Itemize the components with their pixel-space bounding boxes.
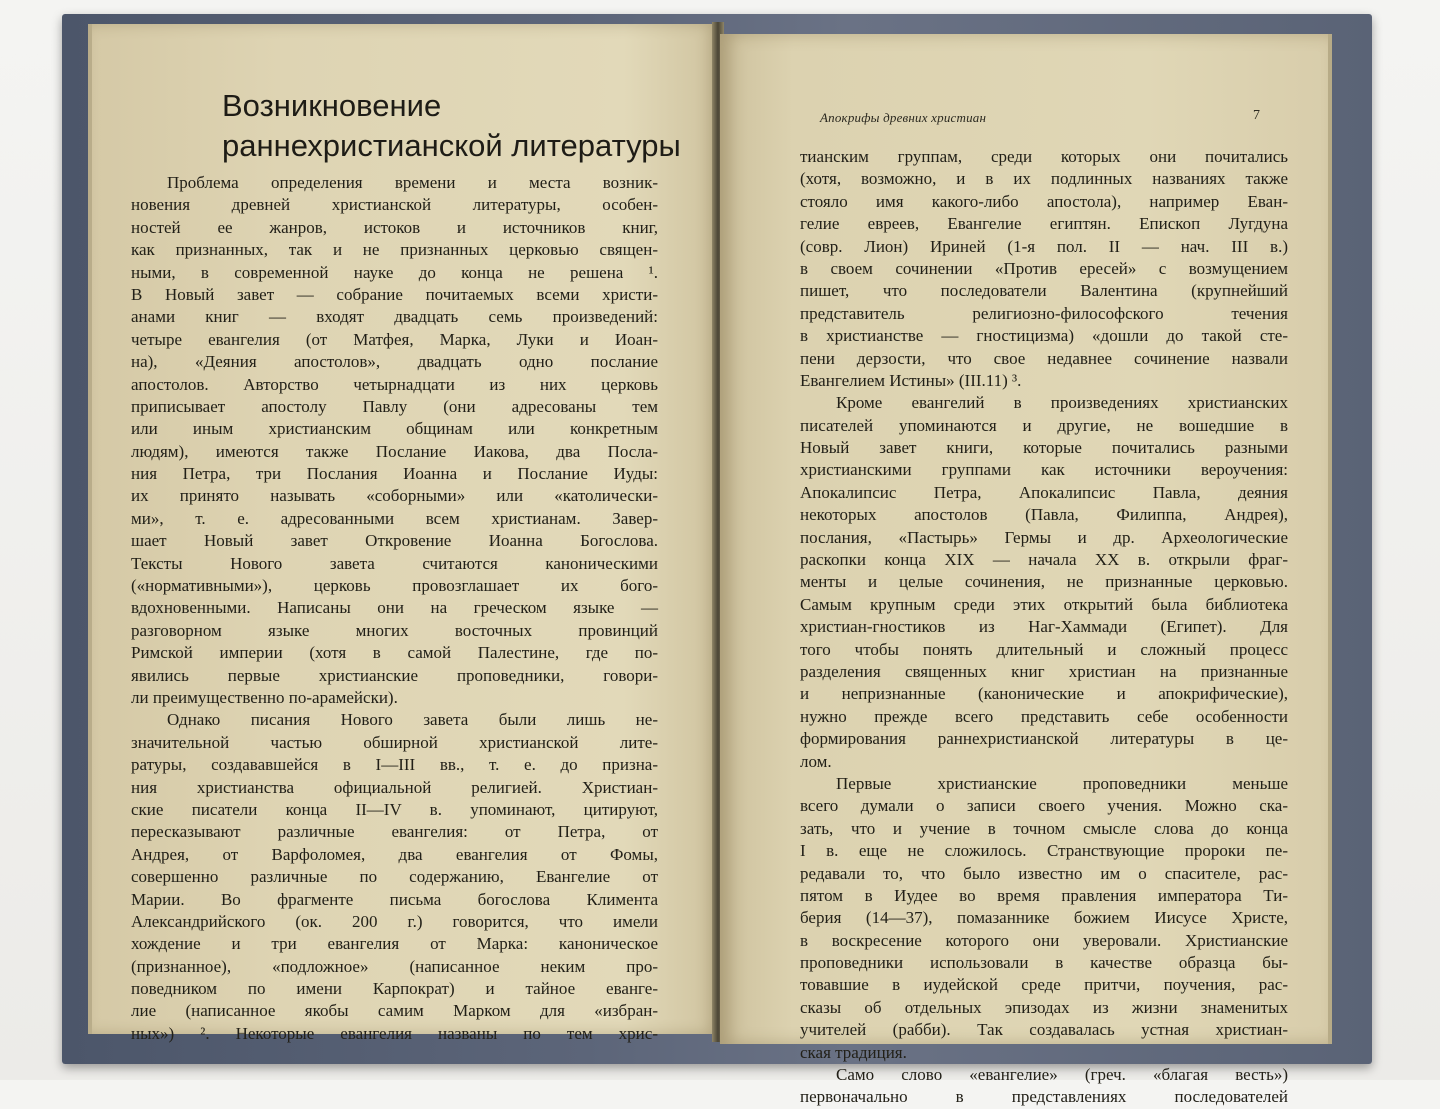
text-line: вдохновенными. Написаны они на греческом языке — — [131, 598, 658, 618]
text-line: в христианстве — гностицизма) «дошли до такой сте- — [800, 326, 1288, 346]
text-line: (хотя, возможно, и в их подлинных названиях также — [800, 169, 1288, 189]
text-line: В Новый завет — собрание почитаемых всеми христи- — [131, 284, 658, 304]
text-line: христианскими группами как источники вероучения: — [800, 460, 1288, 480]
text-line: в воскресение которого они уверовали. Христианские — [800, 930, 1288, 950]
text-line: Самым крупным среди этих открытий была библиотека — [800, 594, 1288, 614]
text-line: Проблема определения времени и места возник- — [167, 173, 658, 192]
text-line: ния Петра, три Послания Иоанна и Послание Иуды: — [131, 464, 658, 484]
text-line: разговорном языке многих восточных провинций — [131, 620, 658, 640]
text-line: апостолов. Авторство четырнадцати из них церковь — [131, 374, 658, 394]
text-line: ми», т. е. адресованными всем христианам. Завер- — [131, 508, 658, 528]
text-line: Кроме евангелий в произведениях христианских — [836, 393, 1288, 413]
text-line: проповедники использовали в качестве образца бы- — [800, 953, 1288, 973]
text-line: пишет, что последователи Валентина (крупнейший — [800, 281, 1288, 301]
text-line: тианским группам, среди которых они почитались — [800, 147, 1288, 166]
text-line: хождение и три евангелия от Марка: каноническое — [131, 934, 658, 954]
chapter-title-line: Возникновение — [222, 88, 442, 123]
text-line: товавшие в иудейской среде притчи, поучения, рас- — [800, 975, 1288, 995]
text-line: ская традиция. — [800, 1042, 907, 1062]
text-line: лом. — [800, 751, 832, 771]
left-page — [88, 24, 718, 1043]
text-line: стояло имя какого-либо апостола), например Еван- — [800, 191, 1288, 211]
running-header — [820, 108, 1260, 130]
text-line: Само слово «евангелие» (греч. «благая весть») — [836, 1065, 1288, 1085]
text-line: I в. еще не сложилось. Странствующие пророки пе- — [800, 841, 1288, 861]
text-line: Римской империи (хотя в самой Палестине, где по- — [131, 643, 658, 663]
text-line: ными, в современной науке до конца не решена ¹. — [131, 262, 658, 282]
text-line: ных») ². Некоторые евангелия названы по тем хрис- — [131, 1023, 658, 1043]
text-line: ли преимущественно по-арамейски). — [131, 687, 398, 707]
text-line: людям), имеются также Послание Иакова, два Посла- — [131, 441, 658, 461]
text-line: ратуры, создававшейся в I—III вв., т. е. до призна- — [131, 755, 658, 775]
text-line: Тексты Нового завета считаются каноническими — [131, 553, 658, 573]
text-line: раскопки конца XIX — начала XX в. открыли фраг- — [800, 550, 1288, 570]
text-line: Новый завет книги, которые почитались разными — [800, 438, 1288, 458]
text-line: учителей (рабби). Так создавалась устная христиан- — [800, 1020, 1288, 1040]
text-line: ские писатели конца II—IV в. упоминают, цитируют, — [131, 799, 658, 819]
text-line: формирования раннехристианской литературы в це- — [800, 729, 1288, 749]
text-line: четыре евангелия (от Матфея, Марка, Луки и Иоан- — [131, 329, 658, 349]
right-page-body — [800, 146, 1288, 1109]
text-line: поведником по имени Карпократ) и тайное еванге- — [131, 979, 658, 999]
text-line: или иным христианским общинам или конкретным — [131, 419, 658, 439]
text-line: (совр. Лион) Ириней (1-я пол. II — нач. III в.) — [800, 236, 1288, 256]
right-page — [720, 34, 1332, 1107]
left-page-body — [131, 172, 658, 1045]
text-line: шает Новый завет Откровение Иоанна Богослова. — [131, 531, 658, 551]
text-line: явились первые христианские проповедники, говори- — [131, 665, 658, 685]
text-line: ния христианства официальной религией. Христиан- — [131, 777, 658, 797]
text-line: менты и целые сочинения, не признанные церковью. — [800, 572, 1288, 592]
text-line: первоначально в представлениях последователей — [800, 1087, 1288, 1107]
text-line: разделения священных книг христиан на признанные — [800, 661, 1288, 681]
text-line: Андрея, от Варфоломея, два евангелия от Фомы, — [131, 844, 658, 864]
text-line: пени дерзости, что свое недавнее сочинение назвали — [800, 348, 1288, 368]
text-line: совершенно различные по содержанию, Евангелие от — [131, 867, 658, 887]
text-line: нужно прежде всего представить себе особенности — [800, 706, 1288, 726]
text-line: («нормативными»), церковь провозглашает их бого- — [131, 576, 658, 596]
text-line: Первые христианские проповедники меньше — [836, 773, 1288, 793]
text-line: их принято называть «соборными» или «католически- — [131, 486, 658, 506]
text-line: Однако писания Нового завета были лишь не- — [167, 710, 658, 730]
text-line: писателей упоминаются и другие, не вошедшие в — [800, 415, 1288, 435]
text-line: некоторых апостолов (Павла, Филиппа, Андрея), — [800, 505, 1288, 525]
text-line: христиан-гностиков из Наг-Хаммади (Египет). Для — [800, 617, 1288, 637]
text-line: пятом в Иудее во время правления императора Ти- — [800, 885, 1288, 905]
text-line: ностей ее жанров, истоков и источников книг, — [131, 217, 658, 237]
page-number: 7 — [1253, 108, 1260, 123]
text-line: берия (14—37), помазаннике божием Иисусе Христе, — [800, 908, 1288, 928]
text-line: в своем сочинении «Против ересей» с возмущением — [800, 258, 1288, 278]
text-line: на), «Деяния апостолов», двадцать одно послание — [131, 352, 658, 372]
text-line: гелие евреев, Евангелие египтян. Епископ Лугдуна — [800, 214, 1288, 234]
text-line: Марии. Во фрагменте письма богослова Климента — [131, 889, 658, 909]
text-line: послания, «Пастырь» Гермы и др. Археологические — [800, 527, 1288, 547]
chapter-title-line: раннехристианской литературы — [222, 128, 681, 163]
text-line: лие (написанное якобы самим Марком для «избран- — [131, 1001, 658, 1021]
text-line: и непризнанные (канонические и апокрифические), — [800, 684, 1288, 704]
running-head: Апокрифы древних христиан — [820, 110, 987, 125]
text-line: зать, что и учение в точном смысле слова до конца — [800, 818, 1288, 838]
text-line: новения древней христианской литературы, особен- — [131, 195, 658, 215]
text-line: Евангелием Истины» (III.11) ³. — [800, 370, 1022, 390]
text-line: как признанных, так и не признанных церковью священ- — [131, 240, 658, 260]
text-line: представитель религиозно-философского течения — [800, 303, 1288, 323]
text-line: сказы об отдельных эпизодах из жизни знаменитых — [800, 997, 1288, 1017]
chapter-title — [222, 86, 742, 166]
text-line: того чтобы понять длительный и сложный процесс — [800, 639, 1288, 659]
text-line: пересказывают различные евангелия: от Петра, от — [131, 822, 658, 842]
text-line: Апокалипсис Петра, Апокалипсис Павла, деяния — [800, 482, 1288, 502]
text-line: всего думали о записи своего учения. Можно ска- — [800, 796, 1288, 816]
text-line: значительной частью обширной христианской лите- — [131, 732, 658, 752]
text-line: приписывает апостолу Павлу (они адресованы тем — [131, 396, 658, 416]
text-line: (признанное), «подложное» (написанное неким про- — [131, 956, 658, 976]
text-line: анами книг — входят двадцать семь произведений: — [131, 307, 658, 327]
text-line: Александрийского (ок. 200 г.) говорится, что имели — [131, 911, 658, 931]
text-line: редавали то, что было известно им о спасителе, рас- — [800, 863, 1288, 883]
